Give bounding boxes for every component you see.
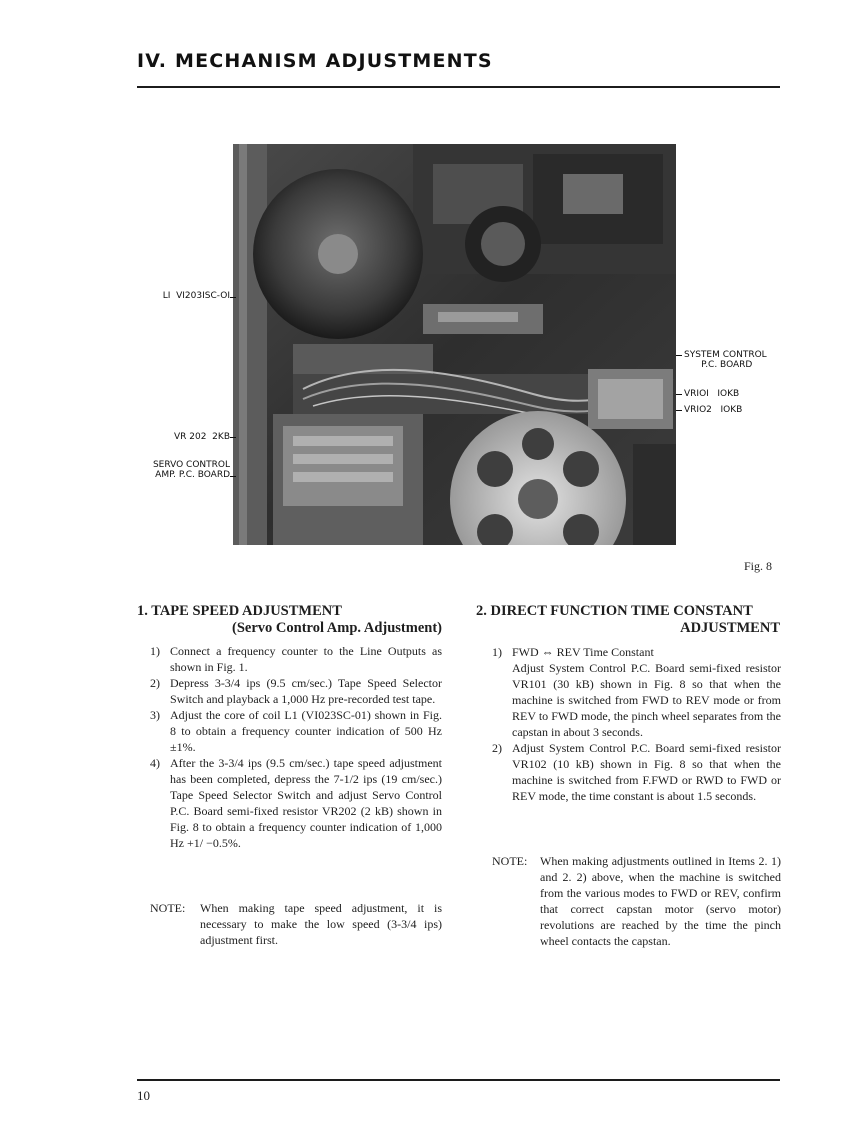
- step-number: 2): [492, 741, 502, 755]
- callout-vr102: VRIO2 IOKB: [684, 405, 743, 415]
- footer-rule: [137, 1079, 780, 1081]
- section1-heading: [137, 603, 442, 637]
- list-item: [150, 675, 442, 707]
- section2-heading-line1: 2. DIRECT FUNCTION TIME CONSTANT: [476, 603, 753, 619]
- step-text: Adjust System Control P.C. Board semi-fixed resistor VR101 (30 kB) shown in Fig. 8 so that when the machine is switched from FWD to REV mode or from REV to FWD mode, the pinch wheel separates from the capstan in about 3 seconds.: [512, 661, 781, 739]
- list-item: [492, 740, 781, 804]
- step-number: 4): [150, 756, 160, 770]
- step-number: 1): [492, 645, 502, 659]
- note-text: When making tape speed adjustment, it is necessary to make the low speed (3-3/4 ips) adjustment first.: [200, 901, 442, 947]
- step-text: After the 3-3/4 ips (9.5 cm/sec.) tape speed adjustment has been completed, depress the 7-1/2 ips (19 cm/sec.) Tape Speed Selector Switch and adjust Servo Control P.C. Board semi-fixed resistor VR202 (2 kB) shown in Fig. 8 to obtain a frequency counter indication of 1,000 Hz +1/ −0.5%.: [170, 756, 442, 850]
- section1-heading-line1: 1. TAPE SPEED ADJUSTMENT: [137, 603, 342, 619]
- callout-leader: [230, 437, 236, 438]
- note-label: NOTE:: [150, 901, 186, 915]
- callout-leader: [676, 355, 682, 356]
- section1-steps: [150, 643, 442, 851]
- callout-coil-l1: LI VI203ISC-OI: [162, 291, 230, 301]
- figure-caption: Fig. 8: [744, 559, 773, 573]
- step-text: Adjust the core of coil L1 (VI023SC-01) shown in Fig. 8 to obtain a frequency counter indication of 500 Hz ±1%.: [170, 708, 442, 754]
- section2-heading: [476, 603, 780, 637]
- step-number: 2): [150, 676, 160, 690]
- callout-leader: [676, 394, 682, 395]
- callout-leader: [230, 297, 236, 298]
- step-text: Adjust System Control P.C. Board semi-fixed resistor VR102 (10 kB) shown in Fig. 8 so that when the machine is switched from F.FWD or RWD to FWD or REV mode, the time constant is about 1.5 seconds.: [512, 741, 781, 803]
- page-number: 10: [137, 1088, 150, 1103]
- step-title: FWD ⇔ REV Time Constant: [512, 645, 654, 659]
- list-item: [492, 644, 781, 740]
- section1-heading-line2: (Servo Control Amp. Adjustment): [232, 620, 442, 636]
- note-label: NOTE:: [492, 854, 528, 868]
- mechanism-photo: [233, 144, 676, 545]
- callout-vr202: VR 202 2KB: [174, 432, 230, 442]
- callout-servo-board: SERVO CONTROL AMP. P.C. BOARD: [152, 460, 230, 480]
- section2-note: [492, 853, 781, 949]
- list-item: [150, 755, 442, 851]
- callout-leader: [676, 410, 682, 411]
- list-item: [150, 643, 442, 675]
- section2-heading-line2: ADJUSTMENT: [680, 620, 780, 636]
- section1-note: [150, 900, 442, 948]
- header-rule: [137, 86, 780, 88]
- step-text: Connect a frequency counter to the Line Outputs as shown in Fig. 1.: [170, 644, 442, 674]
- step-number: 3): [150, 708, 160, 722]
- callout-system-board: SYSTEM CONTROL P.C. BOARD: [684, 350, 767, 370]
- step-text: Depress 3-3/4 ips (9.5 cm/sec.) Tape Speed Selector Switch and playback a 1,000 Hz pre-recorded test tape.: [170, 676, 442, 706]
- section-heading: IV. MECHANISM ADJUSTMENTS: [137, 50, 493, 72]
- note-text: When making adjustments outlined in Items 2. 1) and 2. 2) above, when the machine is switched from the various modes to FWD or REV, confirm that correct capstan motor (servo motor) revolutions are reached by the time the pinch wheel contacts the capstan.: [540, 854, 781, 948]
- step-number: 1): [150, 644, 160, 658]
- callout-leader: [230, 476, 236, 477]
- section2-steps: [492, 644, 781, 804]
- list-item: [150, 707, 442, 755]
- callout-vr101: VRIOI IOKB: [684, 389, 740, 399]
